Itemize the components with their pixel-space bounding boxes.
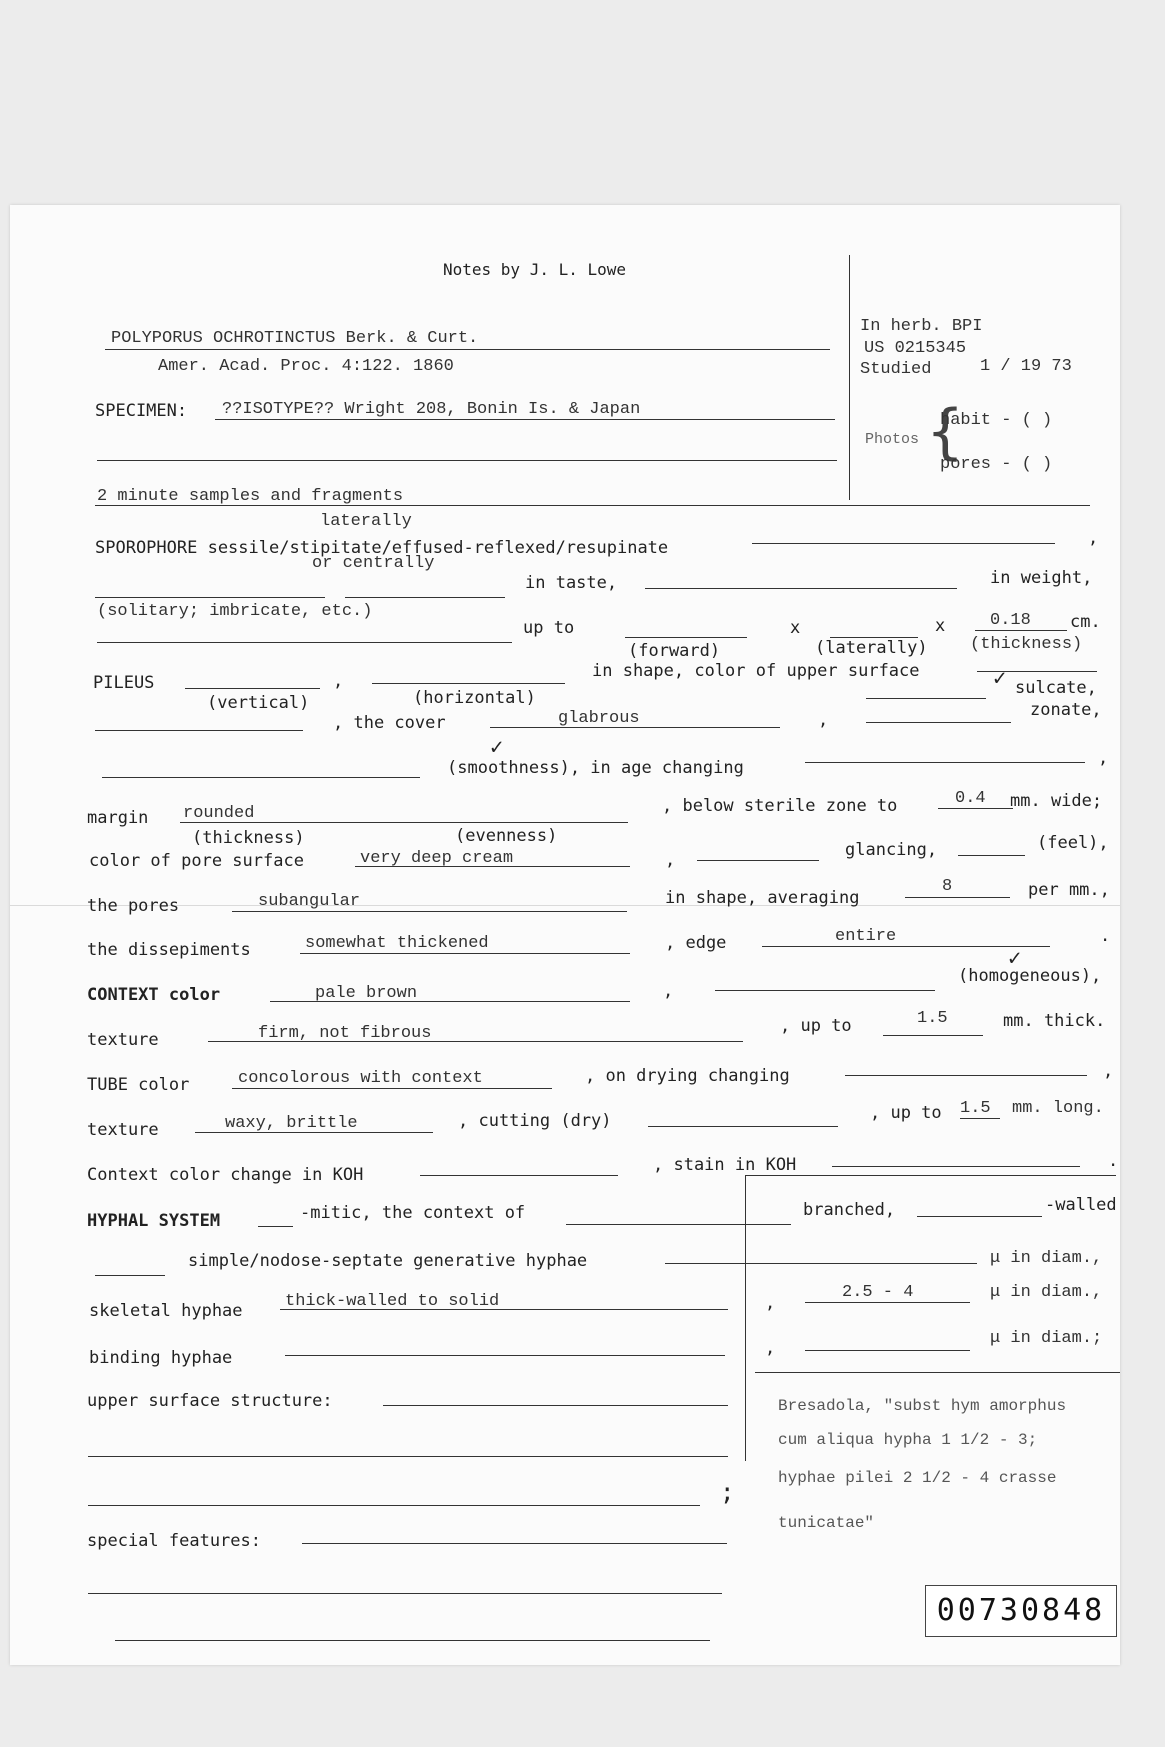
in-taste: in taste, [525, 573, 618, 593]
check-mark-icon: ✓ [993, 666, 1007, 691]
line [302, 1543, 727, 1544]
line [270, 1001, 630, 1002]
pore-color-label: color of pore surface [89, 851, 304, 871]
comma: , [765, 1338, 776, 1358]
tube-color-value: concolorous with context [238, 1069, 483, 1088]
skeletal-label: skeletal hyphae [89, 1301, 243, 1321]
line [208, 1041, 743, 1042]
x-symbol: x [790, 618, 801, 638]
margin-value: rounded [183, 804, 255, 823]
x-symbol: x [935, 616, 946, 636]
tube-color-label: TUBE color [87, 1075, 190, 1095]
long-value: 1.5 [960, 1099, 991, 1118]
check-mark-icon: ✓ [1008, 946, 1022, 971]
line [905, 897, 1010, 898]
line [185, 688, 320, 689]
glancing-label: glancing, [845, 840, 938, 860]
catalog-number-label: 00730848 [925, 1585, 1117, 1637]
thick-value: 1.5 [917, 1009, 948, 1028]
line [102, 777, 420, 778]
line [697, 860, 819, 861]
comma: , [663, 981, 674, 1001]
homogeneous-label: (homogeneous), [958, 966, 1102, 986]
period: . [1108, 1151, 1119, 1171]
pores-value: subangular [258, 892, 361, 911]
line [648, 1126, 838, 1127]
or-centrally: or centrally [312, 554, 435, 573]
up-to-label-2: , up to [780, 1016, 852, 1036]
herb-label: In herb. BPI [860, 317, 983, 336]
smoothness-label: (smoothness), in age changing [447, 758, 744, 778]
line [105, 349, 830, 350]
skeletal-diam-value: 2.5 - 4 [842, 1283, 914, 1302]
pileus-label: PILEUS [93, 673, 155, 693]
pores-label: the pores [87, 896, 180, 916]
laterally-label: laterally [320, 512, 412, 531]
line [180, 822, 628, 823]
citation: Amer. Acad. Proc. 4:122. 1860 [158, 357, 454, 376]
line [95, 730, 303, 731]
line [215, 419, 835, 420]
in-weight: in weight, [990, 568, 1093, 588]
line [280, 1309, 728, 1310]
dissepiments-label: the dissepiments [87, 940, 251, 960]
line [383, 1405, 728, 1406]
upper-surface-label: upper surface structure: [87, 1391, 333, 1411]
pores-photo: pores - ( ) [940, 455, 1053, 474]
forward-label: (forward) [628, 641, 721, 661]
dissepiments-value: somewhat thickened [305, 934, 489, 953]
comma: , [1098, 748, 1109, 768]
up-to-label: up to [523, 618, 575, 638]
line [115, 1640, 710, 1641]
line [285, 1355, 725, 1356]
line [645, 588, 957, 589]
cm-unit: cm. [1070, 612, 1101, 632]
brace: { [927, 397, 964, 467]
line [490, 727, 780, 728]
sporophore-label: SPOROPHORE sessile/stipitate/effused-reflexed/resupinate [95, 538, 669, 558]
line [195, 1132, 433, 1133]
comma: , [818, 710, 829, 730]
mu-diam-3: μ in diam.; [990, 1329, 1103, 1348]
line [958, 855, 1025, 856]
samples-note: 2 minute samples and fragments [97, 487, 404, 506]
cutting-label: , cutting (dry) [458, 1111, 612, 1131]
line [97, 460, 837, 461]
bresadola-line-2: cum aliqua hypha 1 1/2 - 3; [778, 1431, 1038, 1449]
line [372, 683, 565, 684]
line [866, 722, 1011, 723]
thickness-value: 0.18 [990, 611, 1031, 630]
line [420, 1175, 618, 1176]
line [95, 597, 325, 598]
check-mark-icon: ✓ [490, 735, 504, 760]
comma: , [765, 1293, 776, 1313]
laterally-dim-label: (laterally) [815, 638, 928, 658]
koh-label: Context color change in KOH [87, 1165, 364, 1185]
the-cover-label: , the cover [333, 713, 446, 733]
context-color-label: CONTEXT color [87, 985, 221, 1005]
solitary-label: (solitary; imbricate, etc.) [97, 602, 373, 621]
texture-value-1: firm, not fibrous [258, 1024, 432, 1043]
edge-value: entire [835, 927, 897, 946]
bresadola-line-4: tunicatae" [778, 1514, 875, 1532]
sidebar-divider [849, 255, 850, 500]
bresadola-line-1: Bresadola, "subst hym amorphus [778, 1397, 1067, 1415]
line [832, 1166, 1080, 1167]
line [625, 637, 747, 638]
evenness-label: (evenness) [455, 826, 558, 846]
line [232, 1088, 552, 1089]
line [88, 1593, 722, 1594]
line [88, 1456, 728, 1457]
mu-diam-2: μ in diam., [990, 1283, 1103, 1302]
line [345, 597, 505, 598]
line [866, 698, 986, 699]
semicolon: ; [720, 1478, 735, 1506]
vertical-label: (vertical) [207, 693, 310, 713]
special-features-label: special features: [87, 1531, 261, 1551]
below-sterile: , below sterile zone to [662, 796, 898, 816]
us-number: US 0215345 [864, 339, 967, 358]
line [97, 642, 512, 643]
mm-wide: mm. wide; [1010, 791, 1103, 811]
line [762, 946, 1050, 947]
bresadola-line-3: hyphae pilei 2 1/2 - 4 crasse [778, 1469, 1057, 1487]
in-shape-averaging: in shape, averaging [665, 888, 860, 908]
studied-date: 1 / 19 73 [980, 357, 1072, 376]
line [975, 630, 1067, 631]
per-mm-label: per mm., [1028, 880, 1110, 900]
line [752, 543, 1055, 544]
notes-by: Notes by J. L. Lowe [443, 260, 627, 279]
line [883, 1035, 983, 1036]
line [938, 808, 1013, 809]
mu-diam-1: μ in diam., [990, 1249, 1103, 1268]
stain-koh-label: , stain in KOH [653, 1155, 797, 1175]
up-to-label-3: , up to [870, 1103, 942, 1123]
context-color-value: pale brown [315, 984, 418, 1003]
pore-color-value: very deep cream [360, 849, 514, 868]
per-mm-value: 8 [942, 877, 953, 896]
on-drying-label: , on drying changing [585, 1066, 790, 1086]
mm-long-label: mm. long. [1012, 1099, 1104, 1118]
line [88, 1505, 700, 1506]
mm-thick-label: mm. thick. [1003, 1011, 1106, 1031]
branched-label: branched, [803, 1200, 896, 1220]
texture-value-2: waxy, brittle [225, 1114, 358, 1133]
sulcate-label: sulcate, [1015, 678, 1097, 698]
line [95, 505, 1090, 506]
walled-label: -walled [1045, 1195, 1117, 1215]
texture-label-1: texture [87, 1030, 159, 1050]
edge-label: , edge [665, 933, 727, 953]
generative-label: simple/nodose-septate generative hyphae [188, 1251, 588, 1271]
horizontal-label: (horizontal) [413, 688, 536, 708]
line [232, 911, 627, 912]
line [300, 953, 630, 954]
cover-value: glabrous [558, 709, 640, 728]
thickness-label: (thickness) [970, 635, 1083, 654]
comma: , [333, 671, 344, 691]
skeletal-value: thick-walled to solid [285, 1292, 500, 1311]
line [845, 1075, 1087, 1076]
line [960, 1118, 1000, 1119]
specimen-value: ??ISOTYPE?? Wright 208, Bonin Is. & Japan [222, 400, 641, 419]
line [715, 990, 935, 991]
feel-label: (feel), [1037, 833, 1109, 853]
mitic-label: -mitic, the context of [300, 1203, 526, 1223]
thickness-label-2: (thickness) [192, 828, 305, 848]
sterile-value: 0.4 [955, 789, 986, 808]
comma: , [665, 850, 676, 870]
texture-label-2: texture [87, 1120, 159, 1140]
studied-label: Studied [860, 360, 932, 379]
zonate-label: zonate, [1030, 700, 1102, 720]
line [258, 1226, 293, 1227]
specimen-label: SPECIMEN: [95, 401, 188, 421]
habit: habit - ( ) [940, 411, 1053, 430]
species-name: POLYPORUS OCHROTINCTUS Berk. & Curt. [111, 329, 479, 348]
photos-label: Photos [865, 431, 920, 448]
binding-label: binding hyphae [89, 1348, 233, 1368]
comma: , [1103, 1061, 1114, 1081]
in-shape-color: in shape, color of upper surface [592, 661, 920, 681]
period: . [1100, 926, 1111, 946]
comma: , [1088, 528, 1099, 548]
hyphal-system-label: HYPHAL SYSTEM [87, 1211, 221, 1231]
line [355, 866, 630, 867]
margin-label: margin [87, 808, 149, 828]
bresadola-note-box [745, 1175, 1116, 1461]
line [95, 1275, 165, 1276]
line [805, 762, 1085, 763]
